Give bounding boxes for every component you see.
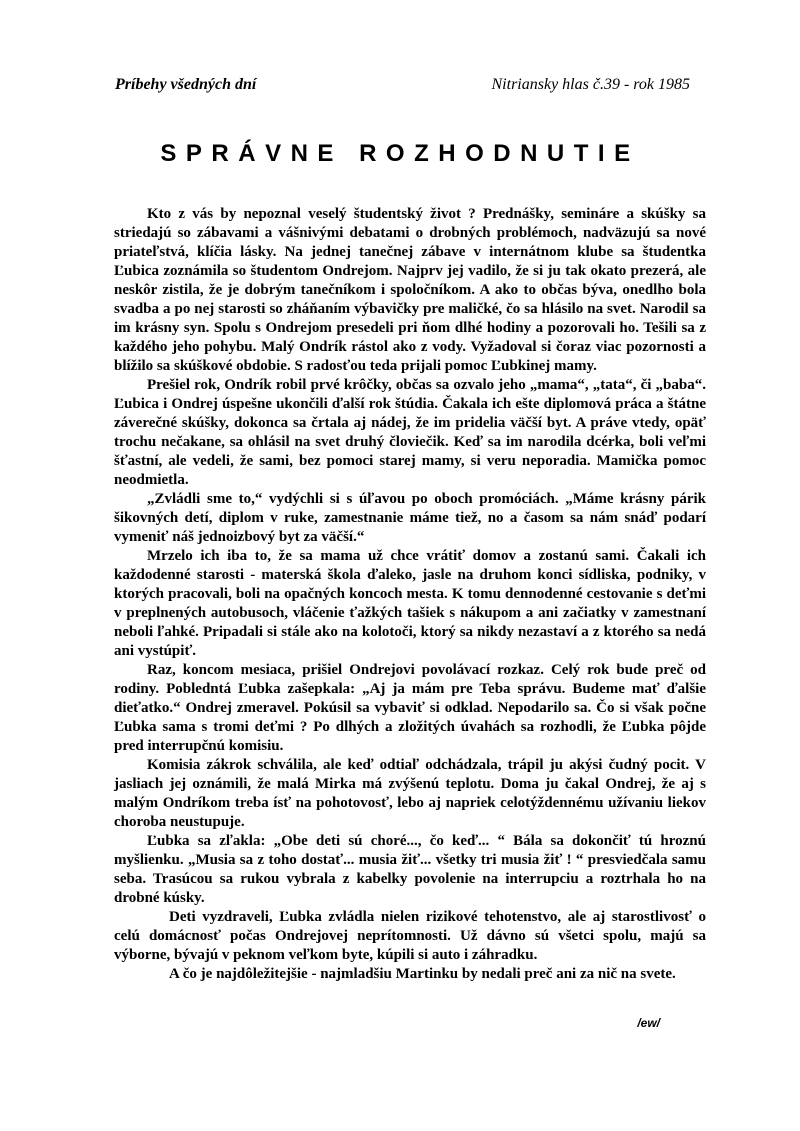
header-publication: Nitriansky hlas č.39 - rok 1985 bbox=[491, 76, 690, 93]
paragraph-6: Komisia zákrok schválila, ale keď odtiaľ odchádzala, trápil ju akýsi čudný pocit. V jasliach jej oznámili, že malá Mirka má zvýšenú teplotu. Doma ju čakal Ondrej, že aj s malým Ondríkom treba ísť na pohotovosť, lebo aj napriek celotýždennému užívaniu liekov choroba neustupuje. bbox=[114, 757, 706, 830]
paragraph-8: Deti vyzdraveli, Ľubka zvládla nielen rizikové tehotenstvo, ale aj starostlivosť o celú domácnosť počas Ondrejovej neprítomnosti. Už dávno sú všetci spolu, majú sa výborne, bývajú v peknom veľkom byte, kúpili si auto i záhradku. bbox=[114, 909, 706, 963]
article-body bbox=[114, 205, 706, 984]
paragraph-5: Raz, koncom mesiaca, prišiel Ondrejovi povolávací rozkaz. Celý rok bude preč od rodiny. Pobledntá Ľubka zašepkala: „Aj ja mám pre Teba správu. Budeme mať ďalšie dieťatko.“ Ondrej zmeravel. Pokúsil sa vybaviť si odklad. Nepodarilo sa. Čo si však počne Ľubka sama s tromi deťmi ? Po dlhých a zložitých úvahách sa rozhodli, že Ľubka pôjde pred interrupčnú komisiu. bbox=[114, 662, 706, 754]
article-title: SPRÁVNE ROZHODNUTIE bbox=[160, 140, 640, 167]
paragraph-4: Mrzelo ich iba to, že sa mama už chce vrátiť domov a zostanú sami. Čakali ich každodenné starosti - materská škola ďaleko, jasle na druhom konci sídliska, podniky, v ktorých pracovali, boli na opačných koncoch mesta. K tomu dennodenné cestovanie s deťmi v preplnených autobusoch, vláčenie ťažkých tašiek s nákupom a ani začiatky v zamestnaní neboli ľahké. Pripadali si stále ako na kolotoči, ktorý sa nikdy nezastaví a z ktorého sa nedá ani vystúpiť. bbox=[114, 548, 706, 659]
paragraph-1: Kto z vás by nepoznal veselý študentský život ? Prednášky, semináre a skúšky sa striedajú so zábavami a vášnivými debatami o drobných problémoch, nadväzujú sa nové priateľstvá, klíčia lásky. Na jednej tanečnej zábave v internátnom klube sa študentka Ľubica zoznámila so študentom Ondrejom. Najprv jej vadilo, že si ju tak okato prezerá, ale neskôr zistila, že je dobrým tanečníkom i spoločníkom. A ako to občas býva, onedlho bola svadba a po nej starosti so zháňaním výbavičky pre maličké, čo sa hlásilo na svet. Narodil sa im krásny syn. Spolu s Ondrejom presedeli pri ňom dlhé hodiny a pozorovali ho. Tešili sa z každého jeho pohybu. Malý Ondrík rástol ako z vody. Vyžadoval si čoraz viac pozornosti a blížilo sa skúškové obdobie. S radosťou teda prijali pomoc Ľubkinej mamy. bbox=[114, 206, 706, 374]
paragraph-3: „Zvládli sme to,“ vydýchli si s úľavou po oboch promóciách. „Máme krásny párik šikovných detí, diplom v ruke, zamestnanie máme tiež, no a časom sa nám snáď podarí vymeniť náš jednoizbový byt za väčší.“ bbox=[114, 491, 706, 545]
author-signature: /ew/ bbox=[637, 1016, 660, 1030]
paragraph-7: Ľubka sa zľakla: „Obe deti sú choré..., čo keď... “ Bála sa dokončiť tú hroznú myšlienku. „Musia sa z toho dostať... musia žiť... všetky tri musia žiť ! “ presviedčala samu seba. Trasúcou sa rukou vybrala z kabelky povolenie na interrupciu a roztrhala ho na drobné kúsky. bbox=[114, 833, 706, 906]
header-series-title: Príbehy všedných dní bbox=[115, 76, 257, 93]
paragraph-2: Prešiel rok, Ondrík robil prvé krôčky, občas sa ozvalo jeho „mama“, „tata“, či „baba“. Ľubica i Ondrej úspešne ukončili ďalší rok štúdia. Čakala ich ešte diplomová práca a štátne záverečné skúšky, dokonca sa črtala aj nádej, že im pridelia väčší byt. A práve vtedy, opäť trochu nečakane, sa ohlásil na svet druhý človiečik. Keď sa im narodila dcérka, boli veľmi šťastní, ale vedeli, že sami, bez pomoci starej mamy, si veru neporadia. Mamička pomoc neodmietla. bbox=[114, 377, 706, 488]
paragraph-9: A čo je najdôležitejšie - najmladšiu Martinku by nedali preč ani za nič na svete. bbox=[169, 966, 676, 982]
